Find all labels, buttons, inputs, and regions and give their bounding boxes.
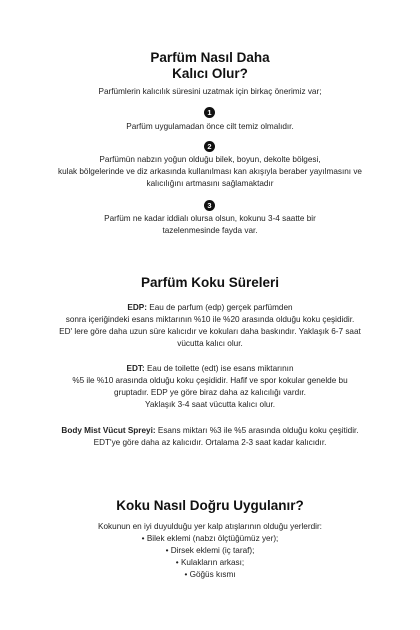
tip-2-line-1: Parfümün nabzın yoğun olduğu bilek, boyun, dekolte bölgesi, [99, 155, 321, 164]
section3-title: Koku Nasıl Doğru Uygulanır? [116, 498, 304, 513]
edt-line-1 [0, 363, 420, 375]
tip-1-line-1: Parfüm uygulamadan önce cilt temiz olmalıdır. [126, 122, 294, 131]
section1-title-line1: Parfüm Nasıl Daha [150, 50, 270, 65]
edp-line-1 [0, 302, 420, 314]
tip-3-line-1: Parfüm ne kadar iddialı olursa olsun, kokunu 3-4 saatte bir [104, 214, 316, 223]
section1-title-line2: Kalıcı Olur? [172, 66, 248, 81]
edp-line-4: vücutta kalıcı olur. [177, 339, 243, 348]
edt-line-3: gruptadır. EDP ye göre biraz daha az kalıcılığı vardır. [114, 388, 306, 397]
application-item-2: • Dirsek eklemi (iç taraf); [165, 546, 255, 555]
section2-title: Parfüm Koku Süreleri [140, 275, 280, 290]
tip-3-line-2: tazelenmesinde fayda var. [162, 226, 258, 235]
tip-number-1-icon: 1 [204, 107, 215, 118]
body-mist-line-1 [0, 425, 420, 437]
edt-label: EDT: [126, 364, 145, 373]
application-item-3: • Kulakların arkası; [175, 558, 245, 567]
edt-line-2: %5 ile %10 arasında olduğu koku çeşididir. Hafif ve spor kokular genelde bu [72, 376, 348, 385]
application-item-1: • Bilek eklemi (nabzı ölçtüğümüz yer); [141, 534, 279, 543]
body-mist-line-1-text: Esans miktarı %3 ile %5 arasında olduğu koku çeşitidir. [155, 426, 359, 435]
edp-line-3: ED' lere göre daha uzun süre kalıcıdır ve kokuları daha baskındır. Yaklaşık 6-7 saat [59, 327, 361, 336]
application-item-4: • Göğüs kısmı [184, 570, 236, 579]
edt-line-1-text: Eau de toilette (edt) ise esans miktarının [144, 364, 294, 373]
edp-line-1-text: Eau de parfum (edp) gerçek parfümden [146, 303, 293, 312]
tip-number-2-icon: 2 [204, 141, 215, 152]
section1-intro: Parfümlerin kalıcılık süresini uzatmak için birkaç önerimiz var; [98, 87, 322, 96]
edp-line-2: sonra içeriğindeki esans miktarının %10 ile %20 arasında olduğu koku çeşididir. [65, 315, 355, 324]
edt-line-4: Yaklaşık 3-4 saat vücutta kalıcı olur. [145, 400, 275, 409]
tip-2-line-2: kulak bölgelerinde ve diz arkasında kullanılması kan akışıyla beraber yayılmasını ve [57, 167, 362, 176]
tip-number-3-icon: 3 [204, 200, 215, 211]
section3-intro: Kokunun en iyi duyulduğu yer kalp atışlarının olduğu yerlerdir: [98, 522, 322, 531]
body-mist-label: Body Mist Vücut Spreyi: [61, 426, 156, 435]
edp-label: EDP: [127, 303, 147, 312]
tip-2-line-3: kalıcılığını artmasını sağlamaktadır [146, 179, 274, 188]
body-mist-line-2: EDT'ye göre daha az kalıcıdır. Ortalama 2-3 saat kadar kalıcıdır. [93, 438, 327, 447]
